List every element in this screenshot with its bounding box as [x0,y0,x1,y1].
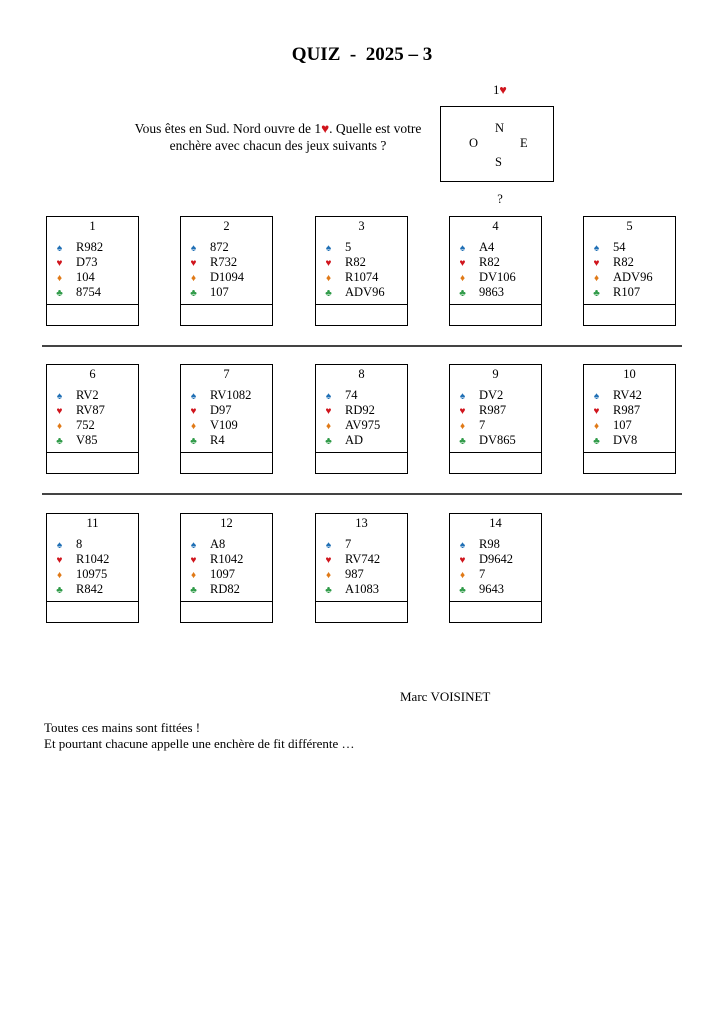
suit-cards: R4 [210,433,225,447]
answer-field[interactable] [584,304,675,325]
suit-cards: 752 [76,418,95,432]
suit-cards: RV42 [613,388,642,402]
suit-row-spades [47,537,138,552]
suit-row-clubs [584,433,675,448]
suit-cards: R732 [210,255,238,269]
spade-icon: ♠ [459,540,466,551]
author-name: Marc VOISINET [400,689,491,704]
suit-row-hearts [47,255,138,270]
spade-icon: ♠ [593,391,600,402]
suit-cards: 8754 [76,285,101,299]
hand-number: 14 [489,516,502,530]
compass-south: S [495,155,502,169]
suit-cards: 107 [210,285,229,299]
suit-cards: DV865 [479,433,516,447]
suit-cards: D1094 [210,270,245,284]
suit-row-spades [47,240,138,255]
opening-level: 1 [493,83,500,97]
suit-row-clubs [450,285,541,300]
suit-row-hearts [181,403,272,418]
suit-cards: 10975 [76,567,108,581]
club-icon: ♣ [56,585,63,596]
suit-cards: 7 [479,567,486,581]
south-bid-question: ? [497,192,503,206]
suit-cards: 74 [345,388,358,402]
diamond-icon: ♦ [190,421,197,432]
diamond-icon: ♦ [190,570,197,581]
club-icon: ♣ [459,436,466,447]
compass-west: O [469,136,479,150]
answer-field[interactable] [316,601,407,622]
suit-cards: R1042 [76,552,110,566]
diamond-icon: ♦ [459,273,466,284]
hand-number: 7 [223,367,230,381]
suit-cards: R82 [479,255,500,269]
suit-cards: R107 [613,285,641,299]
spade-icon: ♠ [459,243,466,254]
suit-row-hearts [316,255,407,270]
suit-row-clubs [450,433,541,448]
diamond-icon: ♦ [593,273,600,284]
suit-row-clubs [47,285,138,300]
suit-cards: A8 [210,537,226,551]
club-icon: ♣ [56,288,63,299]
hand-number: 11 [86,516,99,530]
hand-card-11 [46,513,139,623]
suit-row-clubs [316,433,407,448]
suit-row-spades [316,537,407,552]
suit-cards: 872 [210,240,229,254]
suit-row-clubs [47,433,138,448]
answer-field[interactable] [47,304,138,325]
answer-field[interactable] [316,452,407,473]
suit-row-clubs [450,582,541,597]
suit-cards: R82 [345,255,366,269]
suit-row-diamonds [181,418,272,433]
quiz-prompt [128,120,428,154]
suit-cards: RV1082 [210,388,252,402]
suit-cards: V85 [76,433,98,447]
club-icon: ♣ [459,288,466,299]
suit-cards: DV2 [479,388,504,402]
suit-cards: 9863 [479,285,504,299]
diamond-icon: ♦ [459,570,466,581]
suit-row-diamonds [181,270,272,285]
suit-row-clubs [316,582,407,597]
hand-card-8 [315,364,408,474]
heart-icon: ♥ [325,555,332,566]
diamond-icon: ♦ [593,421,600,432]
diamond-icon: ♦ [325,421,332,432]
heart-icon: ♥ [56,406,63,417]
suit-row-clubs [584,285,675,300]
hand-card-3 [315,216,408,326]
suit-row-hearts [450,255,541,270]
spade-icon: ♠ [459,391,466,402]
spade-icon: ♠ [325,391,332,402]
heart-icon: ♥ [459,555,466,566]
suit-cards: RD82 [210,582,240,596]
heart-icon: ♥ [499,83,507,97]
diamond-icon: ♦ [56,273,63,284]
suit-row-spades [584,388,675,403]
suit-row-spades [450,388,541,403]
suit-cards: 8 [76,537,83,551]
suit-row-spades [181,240,272,255]
suit-row-diamonds [584,270,675,285]
answer-field[interactable] [450,452,541,473]
page-title: QUIZ - 2025 – 3 [291,44,433,65]
club-icon: ♣ [593,288,600,299]
prompt-text-start: Vous êtes en Sud. Nord ouvre de 1 [134,121,322,136]
suit-row-diamonds [584,418,675,433]
note-line: Toutes ces mains sont fittées ! [44,720,201,735]
suit-row-clubs [181,582,272,597]
club-icon: ♣ [190,436,197,447]
suit-row-diamonds [47,270,138,285]
suit-cards: D73 [76,255,98,269]
hand-number: 12 [220,516,233,530]
suit-row-hearts [47,403,138,418]
hand-number: 2 [223,219,230,233]
answer-field[interactable] [181,452,272,473]
answer-field[interactable] [47,601,138,622]
heart-icon: ♥ [593,406,600,417]
suit-row-spades [316,388,407,403]
suit-row-spades [47,388,138,403]
diamond-icon: ♦ [325,570,332,581]
hand-number: 10 [623,367,636,381]
hand-card-9 [449,364,542,474]
suit-row-hearts [316,403,407,418]
suit-row-hearts [450,403,541,418]
hand-card-4 [449,216,542,326]
hand-card-2 [180,216,273,326]
suit-row-clubs [316,285,407,300]
hand-number: 8 [358,367,365,381]
suit-cards: R1074 [345,270,379,284]
suit-cards: 54 [613,240,626,254]
spade-icon: ♠ [56,243,63,254]
suit-row-hearts [47,552,138,567]
club-icon: ♣ [56,436,63,447]
heart-icon: ♥ [325,258,332,269]
suit-cards: 7 [479,418,486,432]
answer-field[interactable] [450,601,541,622]
diamond-icon: ♦ [459,421,466,432]
answer-field[interactable] [584,452,675,473]
suit-cards: R842 [76,582,104,596]
suit-cards: AV975 [345,418,381,432]
suit-row-diamonds [316,418,407,433]
suit-cards: 1097 [210,567,235,581]
heart-icon: ♥ [190,258,197,269]
heart-icon: ♥ [593,258,600,269]
hand-number: 1 [89,219,96,233]
suit-row-diamonds [450,567,541,582]
club-icon: ♣ [325,436,332,447]
suit-row-diamonds [47,418,138,433]
separator-rule [42,345,682,347]
suit-cards: 104 [76,270,95,284]
compass-east: E [520,136,528,150]
hand-number: 13 [355,516,368,530]
club-icon: ♣ [190,288,197,299]
suit-cards: RV87 [76,403,105,417]
heart-icon: ♥ [459,406,466,417]
suit-row-spades [450,240,541,255]
hand-card-12 [180,513,273,623]
note-line: Et pourtant chacune appelle une enchère de fit différente … [44,736,355,751]
suit-row-spades [584,240,675,255]
spade-icon: ♠ [190,243,197,254]
heart-icon: ♥ [325,406,332,417]
club-icon: ♣ [190,585,197,596]
club-icon: ♣ [325,585,332,596]
suit-cards: R982 [76,240,104,254]
suit-row-diamonds [450,418,541,433]
diamond-icon: ♦ [56,421,63,432]
spade-icon: ♠ [593,243,600,254]
hand-card-7 [180,364,273,474]
diamond-icon: ♦ [325,273,332,284]
suit-row-diamonds [316,567,407,582]
suit-cards: RD92 [345,403,375,417]
hand-card-13 [315,513,408,623]
hand-card-14 [449,513,542,623]
spade-icon: ♠ [325,243,332,254]
suit-cards: A4 [479,240,495,254]
club-icon: ♣ [593,436,600,447]
hand-card-6 [46,364,139,474]
north-opening-bid [480,83,520,98]
suit-row-diamonds [316,270,407,285]
suit-cards: DV106 [479,270,516,284]
spade-icon: ♠ [190,540,197,551]
suit-row-hearts [450,552,541,567]
answer-field[interactable] [47,452,138,473]
suit-row-clubs [181,433,272,448]
hand-card-1 [46,216,139,326]
diamond-icon: ♦ [190,273,197,284]
suit-cards: 9643 [479,582,504,596]
answer-field[interactable] [316,304,407,325]
hand-card-5 [583,216,676,326]
suit-row-spades [450,537,541,552]
answer-field[interactable] [450,304,541,325]
suit-row-clubs [47,582,138,597]
hand-number: 9 [492,367,499,381]
suit-cards: ADV96 [345,285,385,299]
suit-row-spades [181,388,272,403]
spade-icon: ♠ [56,391,63,402]
heart-icon: ♥ [190,555,197,566]
hand-number: 4 [492,219,499,233]
spade-icon: ♠ [190,391,197,402]
suit-cards: R987 [479,403,507,417]
suit-cards: R987 [613,403,641,417]
suit-row-hearts [316,552,407,567]
prompt-text-end: . Quelle est votre enchère avec chacun des jeux suivants ? [169,121,422,153]
suit-cards: 7 [345,537,352,551]
heart-icon: ♥ [459,258,466,269]
suit-row-diamonds [181,567,272,582]
heart-icon: ♥ [56,555,63,566]
suit-row-spades [316,240,407,255]
suit-row-hearts [584,403,675,418]
heart-icon: ♥ [190,406,197,417]
heart-icon: ♥ [56,258,63,269]
suit-row-spades [181,537,272,552]
spade-icon: ♠ [56,540,63,551]
suit-cards: R82 [613,255,634,269]
suit-cards: 987 [345,567,364,581]
suit-cards: R98 [479,537,500,551]
suit-cards: V109 [210,418,238,432]
suit-cards: D9642 [479,552,514,566]
suit-cards: ADV96 [613,270,653,284]
club-icon: ♣ [459,585,466,596]
suit-row-diamonds [47,567,138,582]
suit-cards: RV2 [76,388,99,402]
suit-row-hearts [584,255,675,270]
compass-diagram [440,106,554,182]
suit-row-hearts [181,255,272,270]
club-icon: ♣ [325,288,332,299]
diamond-icon: ♦ [56,570,63,581]
answer-field[interactable] [181,601,272,622]
answer-field[interactable] [181,304,272,325]
suit-cards: 107 [613,418,632,432]
heart-icon: ♥ [321,121,330,136]
suit-cards: R1042 [210,552,244,566]
suit-cards: D97 [210,403,232,417]
spade-icon: ♠ [325,540,332,551]
suit-cards: A1083 [345,582,380,596]
suit-cards: DV8 [613,433,638,447]
suit-cards: AD [345,433,364,447]
suit-row-clubs [181,285,272,300]
suit-cards: RV742 [345,552,381,566]
hand-number: 5 [626,219,633,233]
separator-rule [42,493,682,495]
compass-north: N [495,121,505,135]
suit-row-hearts [181,552,272,567]
suit-row-diamonds [450,270,541,285]
suit-cards: 5 [345,240,352,254]
hand-number: 3 [358,219,365,233]
hand-number: 6 [89,367,96,381]
hand-card-10 [583,364,676,474]
